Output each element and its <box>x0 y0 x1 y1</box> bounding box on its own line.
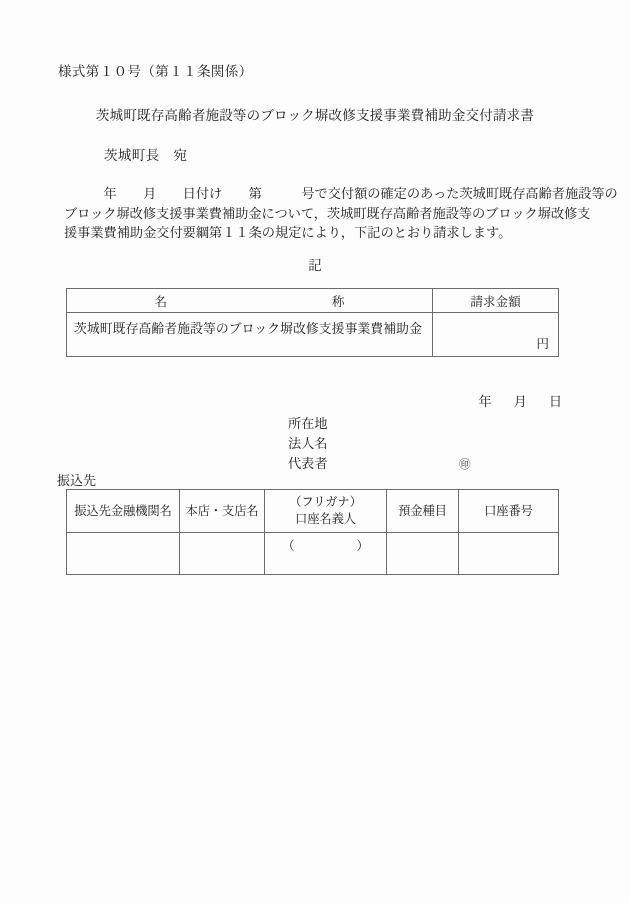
body-line-2: ブロック塀改修支援事業費補助金について，茨城町既存高齢者施設等のブロック塀改修支 <box>64 205 591 221</box>
cell-deposit-type[interactable] <box>387 533 459 575</box>
table-row <box>67 533 559 575</box>
column-header-institution <box>67 490 180 533</box>
addressee-line: 茨城町長 宛 <box>104 148 188 163</box>
column-header-name-text: 名 称 <box>154 295 345 309</box>
signer-label-representative: 代表者 <box>288 456 328 471</box>
signer-label-corporation: 法人名 <box>288 436 328 451</box>
column-header-account-holder <box>265 490 387 533</box>
transfer-section-label: 振込先 <box>57 474 97 488</box>
table-row <box>67 313 559 357</box>
column-header-amount: 請求金額 <box>433 289 559 313</box>
date-month-label: 月 <box>513 394 527 409</box>
column-header-branch <box>180 490 265 533</box>
signer-block <box>288 414 471 474</box>
cell-claim-amount[interactable] <box>433 313 559 357</box>
table-header-row <box>67 289 559 313</box>
column-header-deposit-type <box>387 490 459 533</box>
body-paragraph <box>64 184 618 243</box>
kiji-marker: 記 <box>308 258 322 273</box>
column-header-branch-line1: 本店・支店名 <box>185 503 259 518</box>
cell-branch[interactable] <box>180 533 265 575</box>
account-holder-paren-open: （ <box>282 539 295 553</box>
signature-date-line <box>0 391 630 410</box>
signer-label-address: 所在地 <box>288 416 328 431</box>
cell-subsidy-name: 茨城町既存高齢者施設等のブロック塀改修支援事業費補助金 <box>67 313 433 357</box>
seal-stamp-icon: ㊞ <box>459 459 471 471</box>
column-header-deposit-type-line1: 預金種目 <box>398 503 447 518</box>
cell-institution[interactable] <box>67 533 180 575</box>
date-day-label: 日 <box>548 394 562 409</box>
cell-account-holder[interactable] <box>265 533 387 575</box>
page-title: 茨城町既存高齢者施設等のブロック塀改修支援事業費補助金交付請求書 <box>95 108 535 123</box>
date-year-label: 年 <box>478 394 492 409</box>
amount-unit: 円 <box>536 337 549 351</box>
signer-field-corporation <box>288 434 328 454</box>
body-line-1: 年 月 日付け 第 号で交付額の確定のあった茨城町既存高齢者施設等の <box>64 186 618 201</box>
signer-field-representative <box>288 454 471 474</box>
column-header-name <box>67 289 433 313</box>
column-header-account-holder-furigana: （フリガナ） <box>289 495 362 509</box>
body-line-3: 援事業費補助金交付要綱第１１条の規定により，下記のとおり請求します。 <box>64 225 512 241</box>
form-number: 様式第１０号（第１１条関係） <box>58 64 253 79</box>
signer-field-address <box>288 414 328 434</box>
transfer-destination-table <box>66 489 559 575</box>
column-header-account-holder-name: 口座名義人 <box>295 512 356 526</box>
cell-account-number[interactable] <box>459 533 559 575</box>
column-header-account-number-line1: 口座番号 <box>484 503 533 518</box>
table-header-row <box>67 490 559 533</box>
column-header-account-number <box>459 490 559 533</box>
claim-amount-table <box>66 288 559 357</box>
column-header-institution-line1: 振込先金融機関名 <box>74 503 172 518</box>
account-holder-paren-close: ） <box>356 539 369 553</box>
